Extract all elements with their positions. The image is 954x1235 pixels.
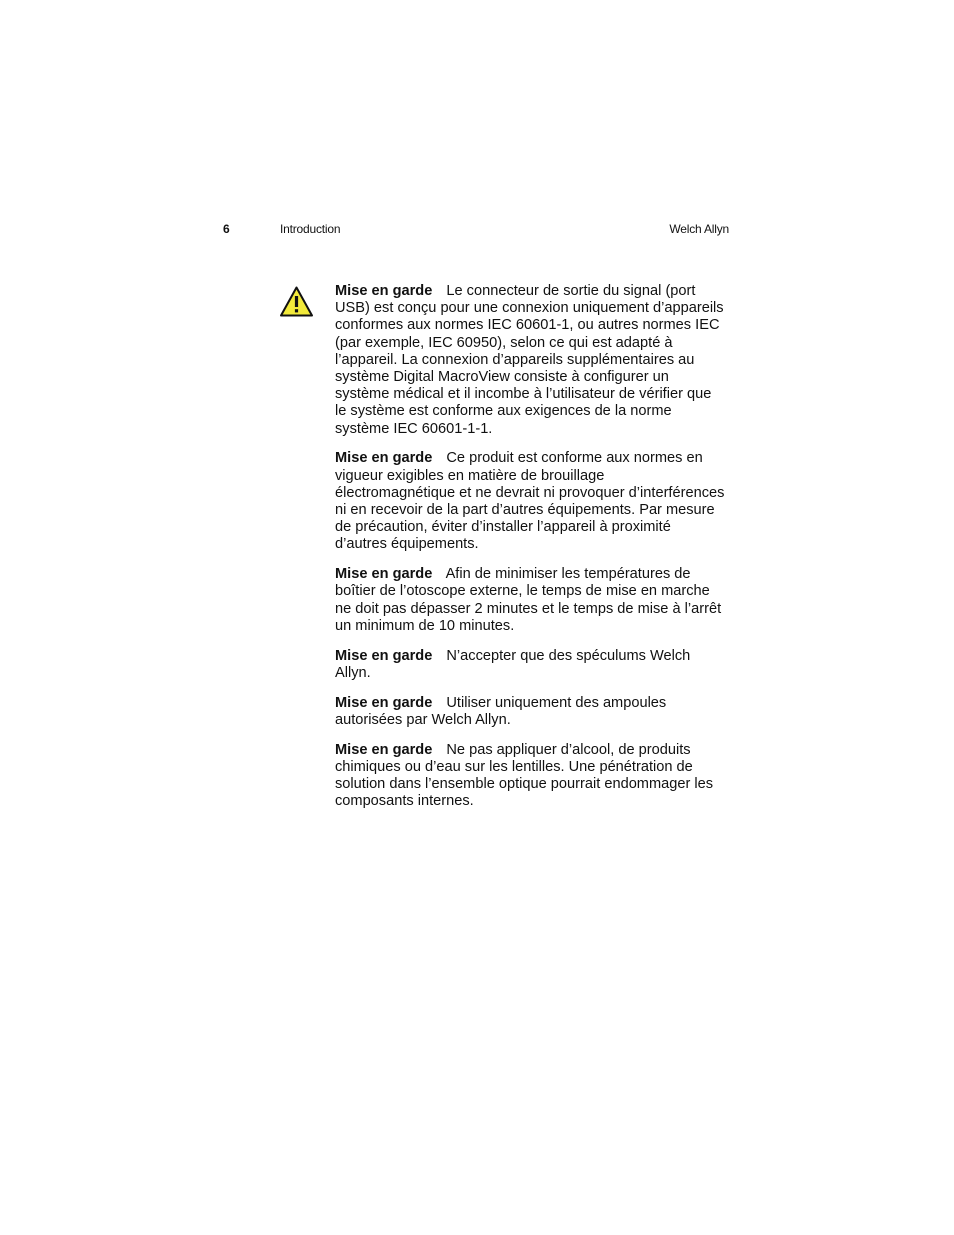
caution-label: Mise en garde (335, 694, 433, 711)
caution-label: Mise en garde (335, 450, 433, 467)
caution-list (335, 283, 725, 823)
caution-text: Ce produit est conforme aux normes en vigueur exigibles en matière de brouillage électromagnétique et ne devrait ni provoquer d’interférences ni en recevoir de la part d’autres équipements. Par mesure de précaution, éviter d’installer l’appareil à proximité d’autres équipements. (335, 450, 725, 553)
caution-paragraph (335, 742, 725, 811)
caution-paragraph (335, 283, 725, 438)
page-number: 6 (223, 222, 230, 236)
caution-paragraph (335, 450, 725, 553)
caution-text: Afin de minimiser les températures de boîtier de l’otoscope externe, le temps de mise en marche ne doit pas dépasser 2 minutes et le temps de mise à l’arrêt un minimum de 10 minutes. (335, 566, 722, 634)
caution-label: Mise en garde (335, 283, 433, 299)
warning-triangle-icon (279, 285, 314, 318)
caution-paragraph (335, 566, 725, 635)
caution-label: Mise en garde (335, 647, 433, 664)
caution-text: Ne pas appliquer d’alcool, de produits chimiques ou d’eau sur les lentilles. Une pénétration de solution dans l’ensemble optique pourrait endommager les composants internes. (335, 741, 714, 810)
caution-label: Mise en garde (335, 566, 433, 583)
caution-paragraph (335, 695, 725, 729)
caution-text: Utiliser uniquement des ampoules autorisées par Welch Allyn. (335, 694, 667, 728)
caution-paragraph (335, 648, 725, 682)
running-header-brand: Welch Allyn (669, 222, 729, 236)
caution-text: N’accepter que des spéculums Welch Allyn. (335, 647, 691, 681)
caution-text: Le connecteur de sortie du signal (port USB) est conçu pour une connexion uniquement d’appareils conformes aux normes IEC 60601-1, ou autres normes IEC (par exemple, IEC 60950), selon ce qui est adapté à l’appareil. La connexion d’appareils supplémentaires au système Digital MacroView consiste à configurer un système médical et il incombe à l’utilisateur de vérifier que le système est conforme aux exigences de la norme système IEC 60601-1-1. (335, 283, 724, 437)
caution-label: Mise en garde (335, 741, 433, 758)
running-header-section: Introduction (280, 222, 341, 236)
